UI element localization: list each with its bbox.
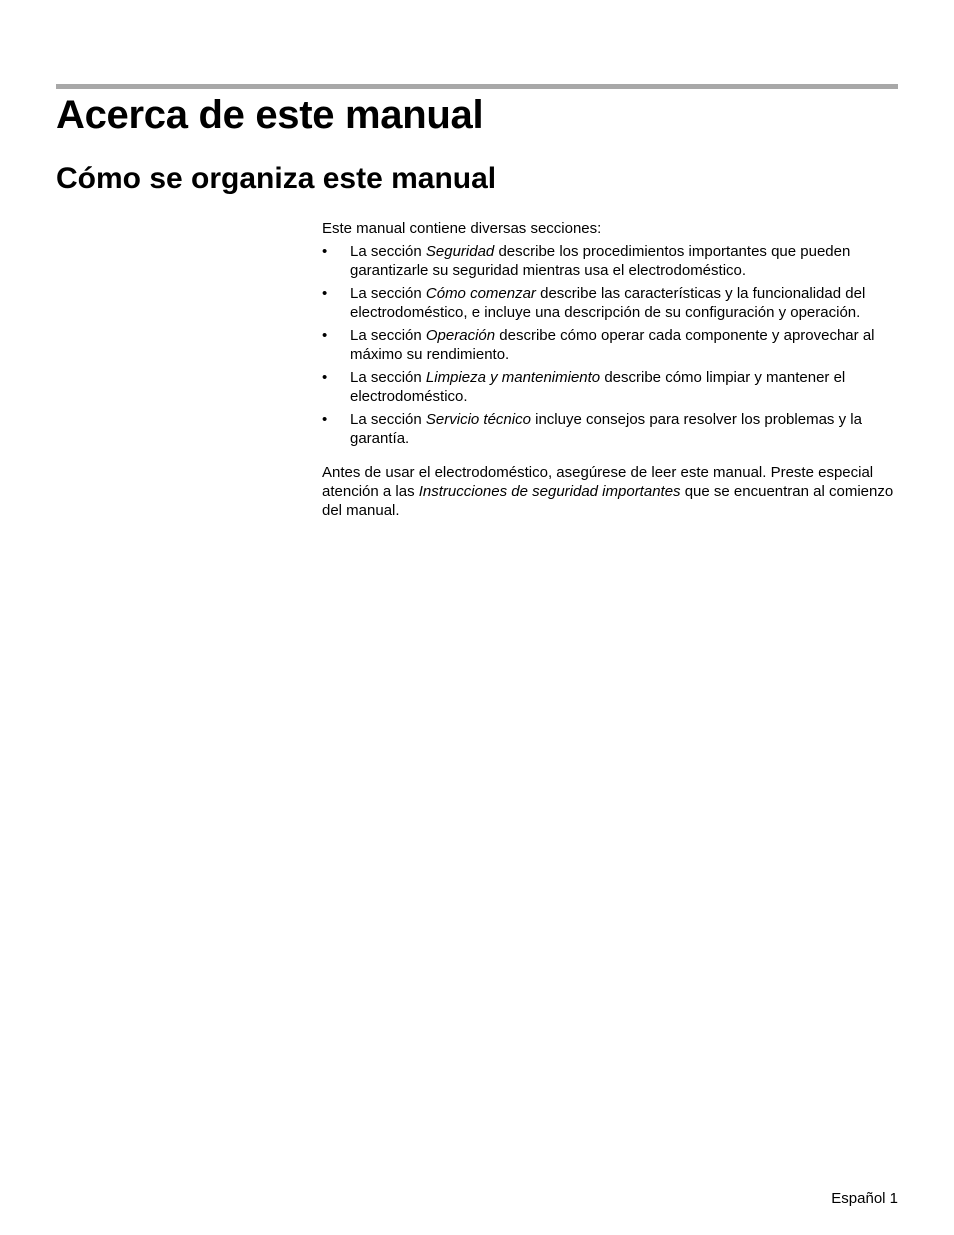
list-item bbox=[322, 368, 898, 406]
list-item bbox=[322, 284, 898, 322]
list-item bbox=[322, 326, 898, 364]
list-item bbox=[322, 242, 898, 280]
item-description: describe las características y la funcionalidad del electrodoméstico, e incluye una descripción de su configuración y operación. bbox=[350, 285, 866, 321]
closing-emphasis: Instrucciones de seguridad importantes bbox=[418, 483, 681, 500]
intro-text: Este manual contiene diversas secciones: bbox=[322, 220, 602, 237]
item-description: incluye consejos para resolver los problemas y la garantía. bbox=[350, 411, 862, 447]
item-section-name: Servicio técnico bbox=[425, 411, 531, 428]
bullet: • bbox=[322, 243, 328, 260]
section-content bbox=[322, 219, 898, 520]
list-item bbox=[322, 410, 898, 448]
item-section-name: Operación bbox=[425, 327, 496, 344]
header-rule bbox=[56, 84, 898, 89]
section-title: Cómo se organiza este manual bbox=[56, 162, 497, 195]
item-prefix: La sección bbox=[350, 369, 426, 386]
bullet: • bbox=[322, 411, 328, 428]
sections-list bbox=[322, 242, 898, 448]
item-prefix: La sección bbox=[350, 243, 426, 260]
bullet: • bbox=[322, 327, 328, 344]
item-section-name: Seguridad bbox=[425, 243, 495, 260]
item-description: describe cómo limpiar y mantener el electrodoméstico. bbox=[350, 369, 846, 405]
closing-prefix: Antes de usar el electrodoméstico, asegúrese de leer este manual. Preste especial atención a las bbox=[322, 464, 874, 500]
item-description: describe cómo operar cada componente y aprovechar al máximo su rendimiento. bbox=[350, 327, 875, 363]
item-description: describe los procedimientos importantes que pueden garantizarle su seguridad mientras usa el electrodoméstico. bbox=[350, 243, 851, 279]
page-title: Acerca de este manual bbox=[56, 93, 484, 137]
page-footer: Español 1 bbox=[831, 1190, 898, 1207]
item-prefix: La sección bbox=[350, 327, 426, 344]
item-section-name: Cómo comenzar bbox=[425, 285, 536, 302]
item-section-name: Limpieza y mantenimiento bbox=[425, 369, 601, 386]
item-prefix: La sección bbox=[350, 411, 426, 428]
closing-suffix: que se encuentran al comienzo del manual. bbox=[322, 483, 894, 519]
closing-text bbox=[322, 463, 898, 520]
bullet: • bbox=[322, 285, 328, 302]
bullet: • bbox=[322, 369, 328, 386]
item-prefix: La sección bbox=[350, 285, 426, 302]
